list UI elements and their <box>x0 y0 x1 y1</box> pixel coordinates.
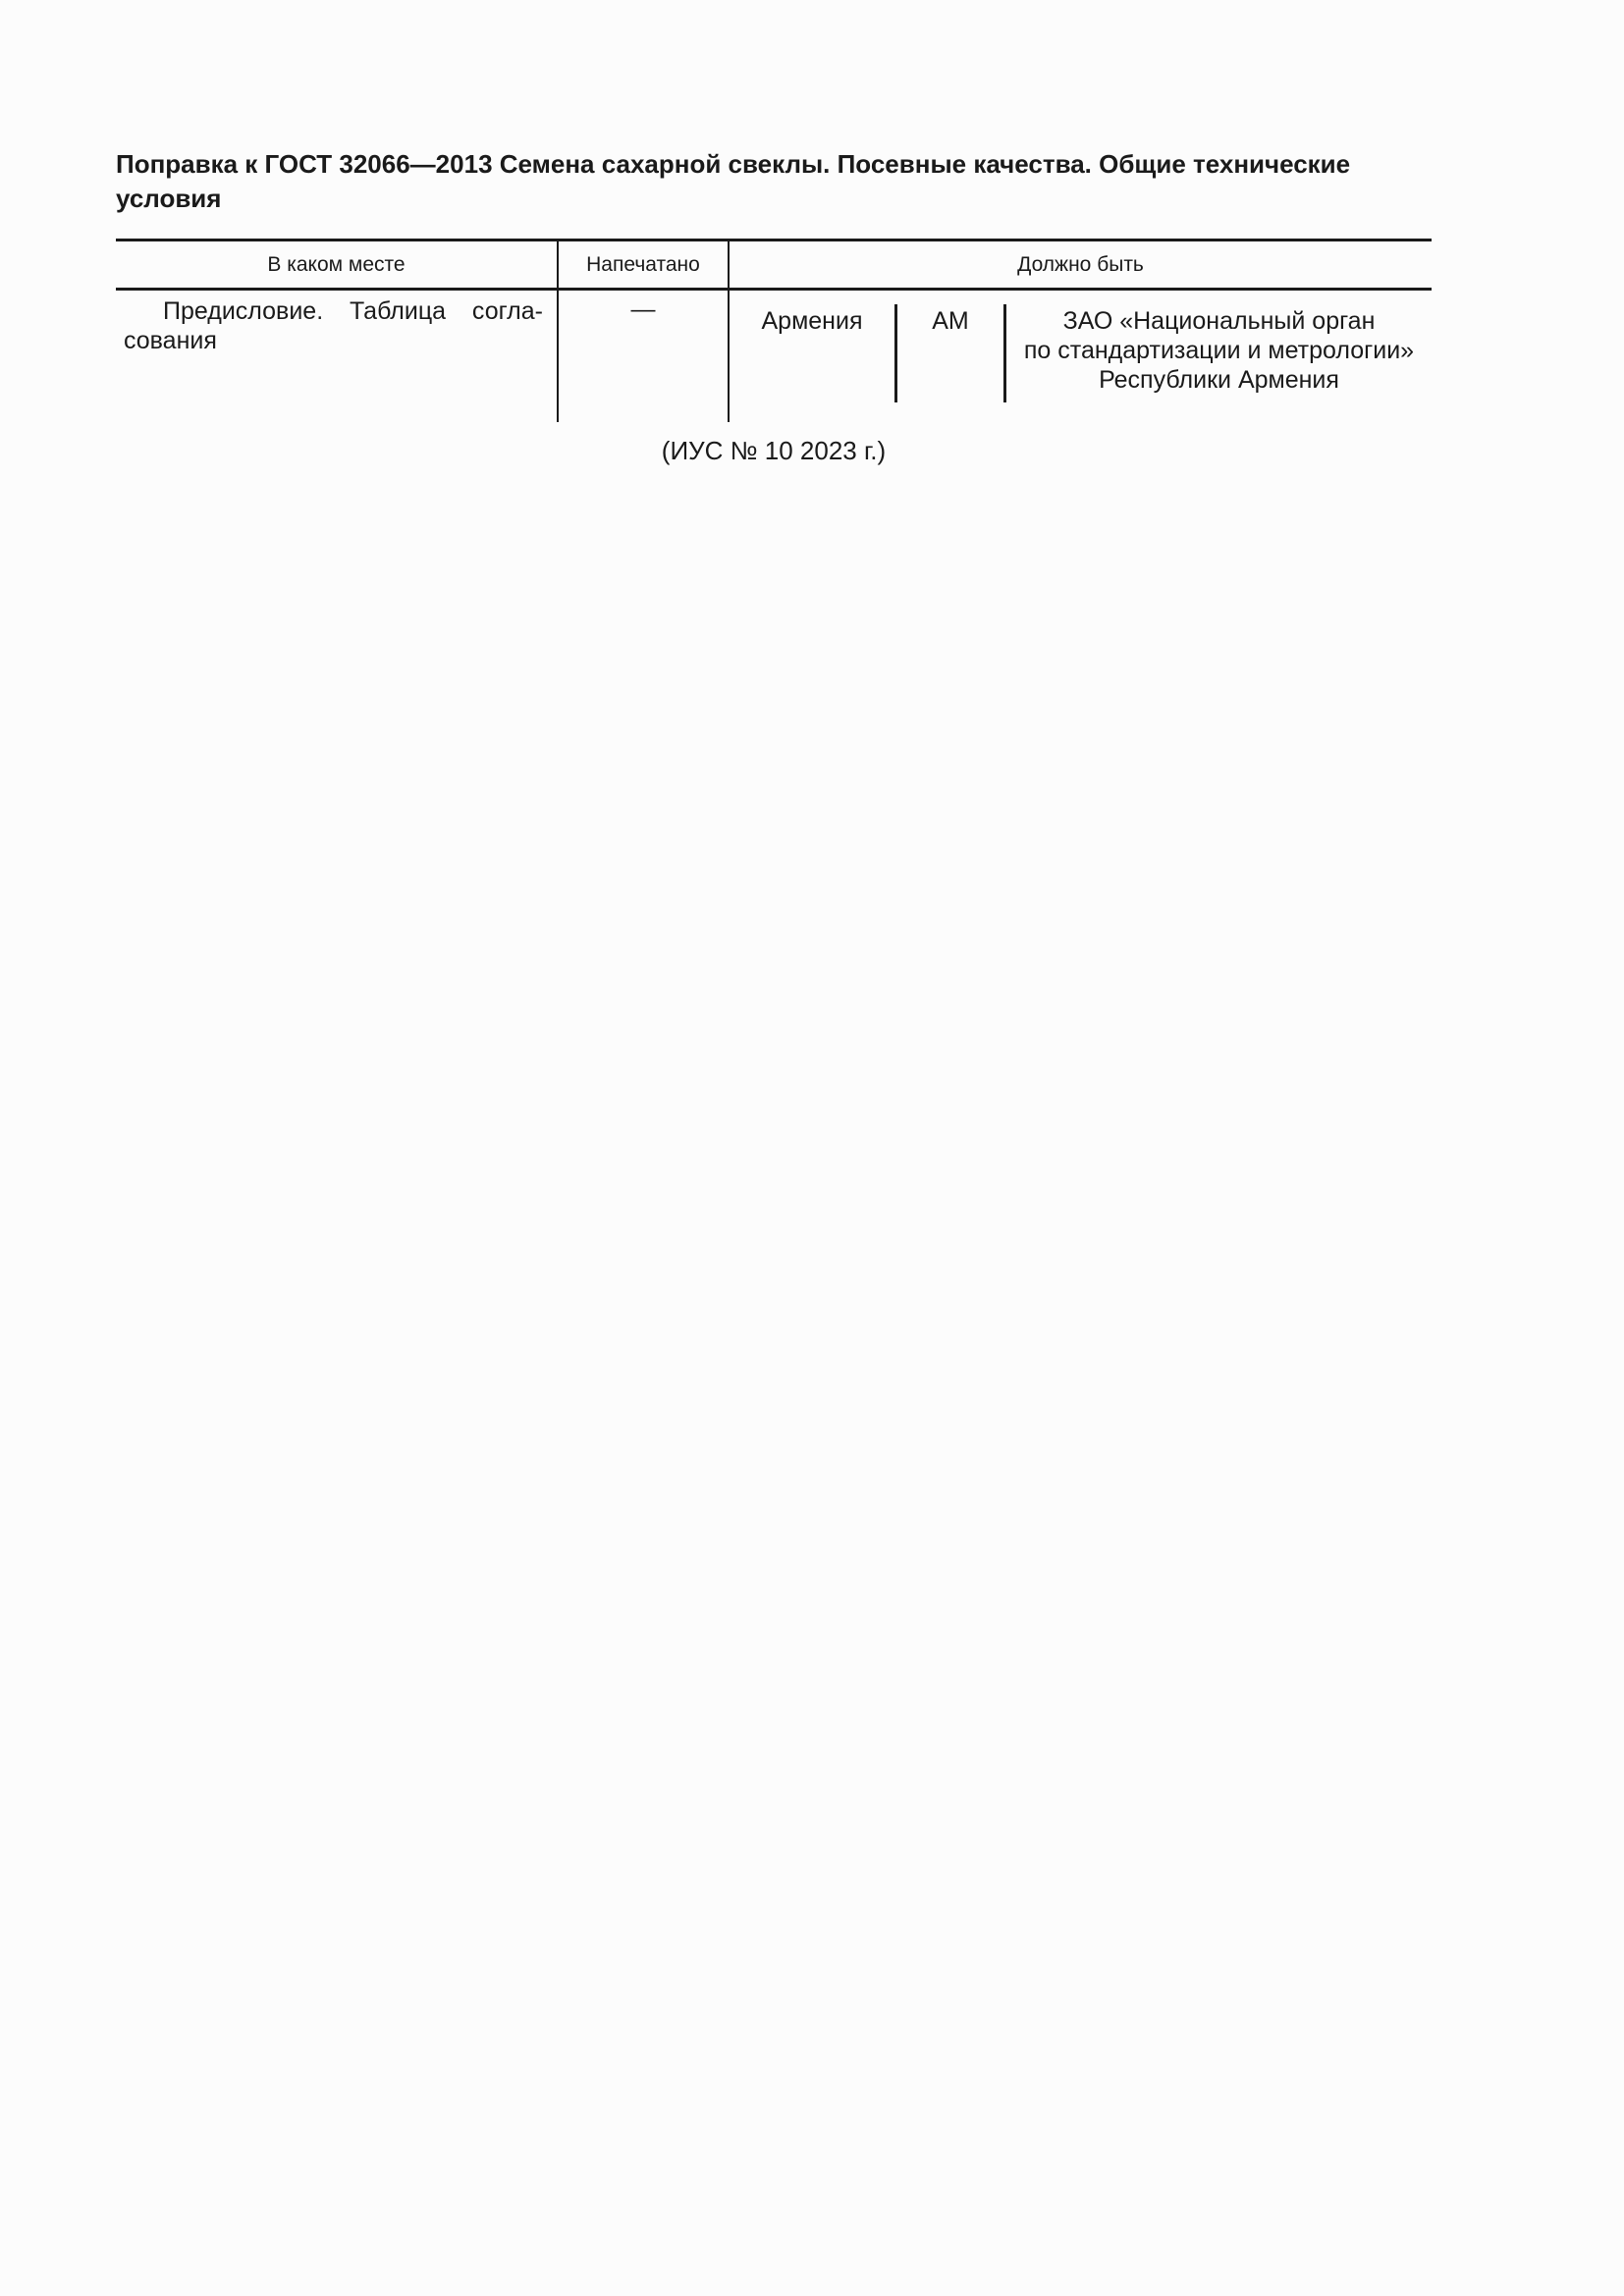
amendment-table <box>116 239 1432 422</box>
document-title: Поправка к ГОСТ 32066—2013 Семена сахарной свеклы. Посевные качества. Общие технические условия <box>116 149 1351 213</box>
table-header-row <box>116 240 1432 290</box>
cell-should-be <box>729 290 1432 423</box>
header-place: В каком месте <box>116 240 558 290</box>
source-note: (ИУС № 10 2023 г.) <box>661 436 887 465</box>
cell-printed: — <box>558 290 729 423</box>
organization-name <box>1006 304 1432 402</box>
header-printed: Напечатано <box>558 240 729 290</box>
organization-line-3: Республики Армения <box>1099 366 1339 394</box>
country-code: AM <box>897 304 1006 402</box>
country-name: Армения <box>730 304 897 402</box>
organization-line-1: ЗАО «Национальный орган <box>1062 307 1376 335</box>
table-row <box>116 290 1432 423</box>
cell-place: Предисловие. Таблица согла-сования <box>116 290 558 423</box>
header-should-be: Должно быть <box>729 240 1432 290</box>
organization-line-2: по стандартизации и метрологии» <box>1023 337 1415 364</box>
should-be-group <box>730 291 1432 402</box>
